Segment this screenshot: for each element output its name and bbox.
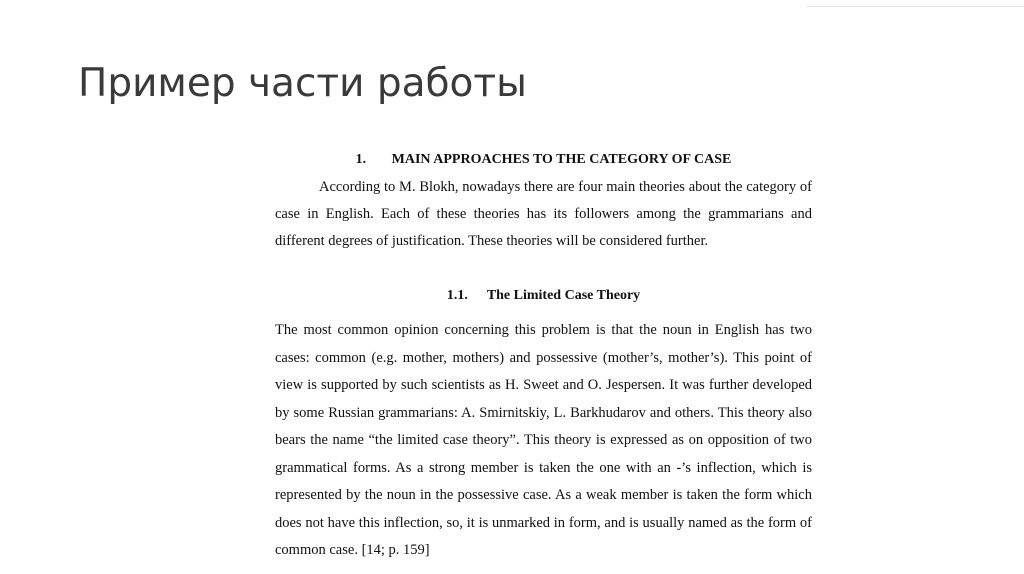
- subsection-heading: [275, 283, 812, 309]
- decorative-divider: [806, 6, 1024, 7]
- body-paragraph: The most common opinion concerning this problem is that the noun in English has two cases: common (e.g. mother, mothers) and possessive (mother’s, mother’s). This point of view is supported by such scientists as H. Sweet and O. Jespersen. It was further developed by some Russian grammarians: A. Smirnitskiy, L. Barkhudarov and others. This theory also bears the name “the limited case theory”. This theory is expressed as on opposition of two grammatical forms. As a strong member is taken the one with an -’s inflection, which is represented by the noun in the possessive case. As a weak member is taken the form which does not have this inflection, so, it is unmarked in form, and is usually named as the form of common case. [14; p. 159]: [275, 322, 812, 558]
- subsection-heading-text: The Limited Case Theory: [486, 288, 641, 303]
- section-heading-text: MAIN APPROACHES TO THE CATEGORY OF CASE: [391, 152, 732, 167]
- section-number: 1.: [355, 152, 367, 167]
- section-heading: [275, 146, 812, 174]
- intro-paragraph: According to M. Blokh, nowadays there are four main theories about the category of case in English. Each of these theories has its followers among the grammarians and different degrees of justification. These theories will be considered further.: [275, 179, 812, 249]
- slide-title: Пример части работы: [78, 61, 527, 106]
- subsection-number: 1.1.: [446, 288, 468, 303]
